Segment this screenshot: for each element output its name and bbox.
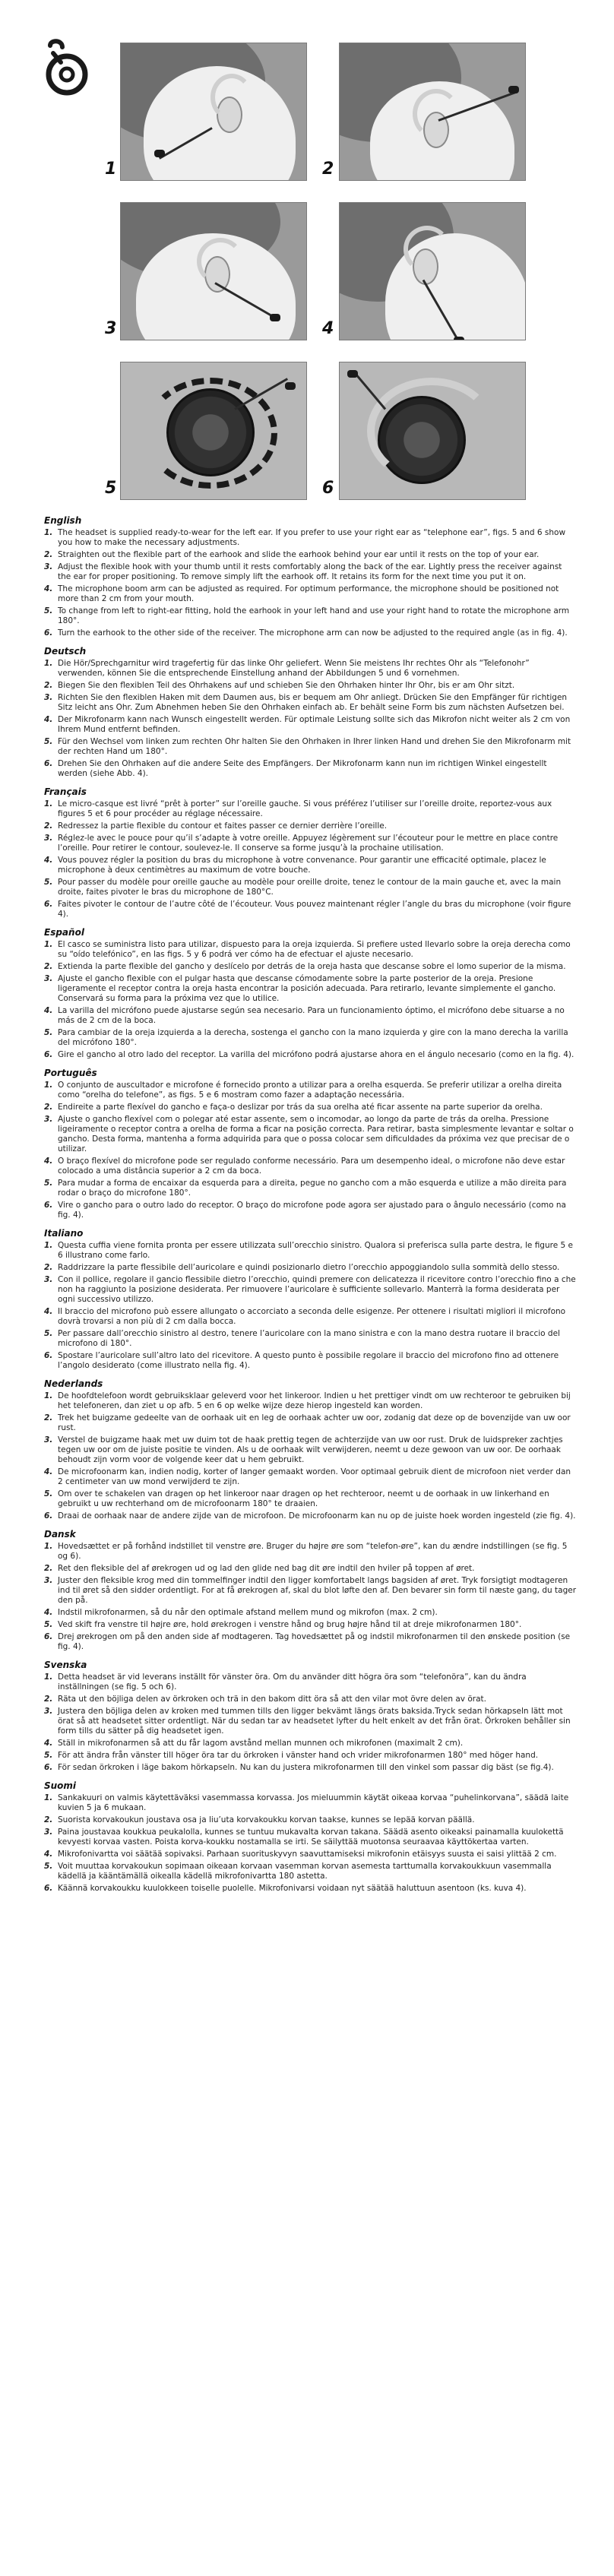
instruction-step bbox=[44, 1511, 576, 1521]
section-heading: Suomi bbox=[44, 1780, 77, 1791]
step-number: 1. bbox=[44, 528, 53, 537]
step-number: 3. bbox=[44, 1115, 53, 1124]
step-number: 4. bbox=[44, 715, 53, 724]
step-text: Ställ in mikrofonarmen så att du får lagom avstånd mellan munnen och mikrofonen (maximalt 2 cm). bbox=[58, 1739, 464, 1748]
figure-4-illustration bbox=[339, 202, 526, 340]
instruction-step bbox=[44, 1391, 576, 1411]
step-text: Straighten out the flexible part of the earhook and slide the earhook behind your ear until it rests on the top of your ear. bbox=[58, 550, 540, 559]
figure-4-number: 4 bbox=[322, 319, 334, 338]
step-text: Juster den fleksible krog med din tommelfinger indtil den ligger komfortabelt langs bagsiden af øret. Tryk forsigtigt modtageren ind til øret så den sidder ordentligt. For at få ørekrogen af, skal du blot løfte den af. Den bevarer sin form til næste gang, du tager den på. bbox=[58, 1576, 577, 1605]
step-number: 3. bbox=[44, 1275, 53, 1284]
instruction-step bbox=[44, 1739, 576, 1748]
step-text: El casco se suministra listo para utilizar, dispuesto para la oreja izquierda. Si prefiere usted llevarlo sobre la oreja derecha como su “oído telefónico”, en las figs. 5 y 6 podrá ver cómo ha de efectuar el ajuste necesario. bbox=[58, 940, 571, 959]
instruction-step bbox=[44, 1751, 576, 1761]
step-number: 5. bbox=[44, 606, 53, 616]
instruction-step bbox=[44, 1850, 576, 1859]
figure-3-number: 3 bbox=[105, 319, 117, 338]
instruction-step bbox=[44, 1467, 576, 1487]
section-heading: Italiano bbox=[44, 1228, 84, 1239]
instruction-step bbox=[44, 1862, 576, 1881]
step-text: Drehen Sie den Ohrhaken auf die andere Seite des Empfängers. Der Mikrofonarm kann nun im richtigen Winkel eingestellt werden (siehe Abb. 4). bbox=[58, 759, 547, 778]
step-number: 5. bbox=[44, 1862, 53, 1871]
step-number: 5. bbox=[44, 1329, 53, 1338]
step-number: 5. bbox=[44, 1751, 53, 1760]
step-number: 6. bbox=[44, 1763, 53, 1772]
step-number: 6. bbox=[44, 1050, 53, 1059]
instruction-list bbox=[44, 799, 576, 919]
figure-5-illustration bbox=[120, 362, 307, 500]
instruction-step bbox=[44, 962, 576, 972]
instruction-step bbox=[44, 1241, 576, 1261]
step-number: 6. bbox=[44, 1201, 53, 1210]
step-text: La varilla del micrófono puede ajustarse según sea necesario. Para un funcionamiento óptimo, el micrófono debe situarse a no más de 2 cm de la boca. bbox=[58, 1006, 565, 1025]
instruction-list bbox=[44, 1081, 576, 1220]
figure-1-number: 1 bbox=[105, 160, 117, 179]
step-text: Drej ørekrogen om på den anden side af modtageren. Tag hovedsættet på og indstil mikrofonarmen til den ønskede position (se fig. 4). bbox=[58, 1632, 571, 1651]
step-text: Réglez-le avec le pouce pour qu’il s’adapte à votre oreille. Appuyez légèrement sur l’écouteur pour le mettre en place contre l’oreille. Pour retirer le contour, soulevez-le. Il conserve sa forme jusqu’à la prochaine utilisation. bbox=[58, 834, 559, 853]
section-dansk bbox=[44, 1529, 576, 1652]
step-number: 5. bbox=[44, 1028, 53, 1037]
step-text: Para mudar a forma de encaixar da esquerda para a direita, pegue no gancho com a mão esquerda e utilize a mão direita para rodar o braço do microfone 180°. bbox=[58, 1179, 567, 1198]
step-text: Für den Wechsel vom linken zum rechten Ohr halten Sie den Ohrhaken in Ihrer linken Hand und drehen Sie den Mikrofonarm mit der rechten Hand um 180°. bbox=[58, 737, 571, 756]
step-text: Per passare dall’orecchio sinistro al destro, tenere l’auricolare con la mano sinistra e con la mano destra ruotare il braccio del microfono di 180°. bbox=[58, 1329, 560, 1348]
instruction-step bbox=[44, 1815, 576, 1825]
instruction-step bbox=[44, 799, 576, 819]
step-text: Raddrizzare la parte flessibile dell’auricolare e quindi posizionarlo dietro l’orecchio appoggiandolo sulla sommità dello stesso. bbox=[58, 1263, 560, 1272]
step-number: 6. bbox=[44, 1511, 53, 1521]
step-number: 3. bbox=[44, 834, 53, 843]
instruction-step bbox=[44, 1081, 576, 1100]
step-text: Hovedsættet er på forhånd indstillet til venstre øre. Bruger du højre øre som “telefon-øre”, kan du ændre indstillingen (se fig. 5 og 6). bbox=[58, 1542, 568, 1561]
instruction-step bbox=[44, 1263, 576, 1273]
section-italiano bbox=[44, 1228, 576, 1371]
instruction-step bbox=[44, 1006, 576, 1026]
step-number: 2. bbox=[44, 1413, 53, 1422]
step-text: Der Mikrofonarm kann nach Wunsch eingestellt werden. Für optimale Leistung sollte sich das Mikrofon nicht weiter als 2 cm von Ihrem Mund entfernt befinden. bbox=[58, 715, 571, 734]
step-text: Con il pollice, regolare il gancio flessibile dietro l’orecchio, quindi premere con delicatezza il ricevitore contro l’orecchio fino a che non ha raggiunto la posizione desiderata. Per rimuovere l’auricolare è sufficiente sollevarlo. Manterrà la forma desiderata per ogni successivo utilizzo. bbox=[58, 1275, 576, 1304]
step-number: 4. bbox=[44, 1467, 53, 1476]
step-number: 3. bbox=[44, 693, 53, 702]
step-number: 2. bbox=[44, 1815, 53, 1824]
section-heading: Dansk bbox=[44, 1529, 76, 1540]
step-number: 5. bbox=[44, 1179, 53, 1188]
step-number: 4. bbox=[44, 1739, 53, 1748]
step-text: Faites pivoter le contour de l’autre côté de l’écouteur. Vous pouvez maintenant régler l’angle du bras du microphone (voir figure 4). bbox=[58, 900, 571, 919]
figure-2-number: 2 bbox=[322, 160, 334, 179]
instruction-step bbox=[44, 1050, 576, 1060]
instruction-step bbox=[44, 1793, 576, 1813]
instruction-step bbox=[44, 1028, 576, 1048]
instruction-list bbox=[44, 1793, 576, 1894]
section-heading: Deutsch bbox=[44, 646, 87, 657]
step-number: 2. bbox=[44, 821, 53, 831]
step-number: 1. bbox=[44, 1081, 53, 1090]
brand-logo-icon bbox=[40, 36, 93, 103]
instruction-step bbox=[44, 628, 576, 638]
step-number: 2. bbox=[44, 1263, 53, 1272]
step-number: 6. bbox=[44, 759, 53, 768]
step-number: 1. bbox=[44, 1241, 53, 1250]
figure-1-illustration bbox=[120, 43, 307, 181]
section-portugues bbox=[44, 1068, 576, 1220]
instruction-step bbox=[44, 1620, 576, 1630]
instruction-step bbox=[44, 940, 576, 960]
instruction-step bbox=[44, 1884, 576, 1894]
section-heading: Français bbox=[44, 786, 87, 797]
step-number: 6. bbox=[44, 628, 53, 638]
instruction-step bbox=[44, 1828, 576, 1847]
step-number: 6. bbox=[44, 900, 53, 909]
step-text: Para cambiar de la oreja izquierda a la derecha, sostenga el gancho con la mano izquierda y gire con la mano derecha la varilla del micrófono 180°. bbox=[58, 1028, 568, 1047]
step-number: 4. bbox=[44, 856, 53, 865]
step-text: Käännä korvakoukku kuulokkeen toiselle puolelle. Mikrofonivarsi voidaan nyt säätää haluttuun asentoon (ks. kuva 4). bbox=[58, 1884, 527, 1893]
step-number: 4. bbox=[44, 1850, 53, 1859]
step-text: To change from left to right-ear fitting, hold the earhook in your left hand and use your right hand to rotate the microphone arm 180°. bbox=[58, 606, 570, 625]
instructions bbox=[44, 515, 576, 1901]
instruction-step bbox=[44, 759, 576, 779]
step-text: Ved skift fra venstre til højre øre, hold ørekrogen i venstre hånd og brug højre hånd til at dreje mikrofonarmen 180°. bbox=[58, 1620, 522, 1629]
instruction-step bbox=[44, 974, 576, 1004]
step-number: 3. bbox=[44, 562, 53, 571]
step-text: Trek het buigzame gedeelte van de oorhaak uit en leg de oorhaak achter uw oor, zodanig dat deze op de bovenzijde van uw oor rust. bbox=[58, 1413, 571, 1432]
instruction-step bbox=[44, 1489, 576, 1509]
instruction-step bbox=[44, 550, 576, 560]
step-text: De hoofdtelefoon wordt gebruiksklaar geleverd voor het linkeroor. Indien u het prettiger vindt om uw rechteroor te gebruiken bij het telefoneren, dan ziet u op afb. 5 en 6 op welke wijze deze hierop ingesteld kan worden. bbox=[58, 1391, 571, 1410]
step-text: O conjunto de auscultador e microfone é fornecido pronto a utilizar para a orelha esquerda. Se preferir utilizar a orelha direita como “orelha do telefone”, as figs. 5 e 6 mostram como fazer a adaptação necessária. bbox=[58, 1081, 562, 1100]
section-english bbox=[44, 515, 576, 638]
instruction-step bbox=[44, 821, 576, 831]
instruction-step bbox=[44, 528, 576, 548]
step-number: 4. bbox=[44, 1157, 53, 1166]
step-number: 5. bbox=[44, 1620, 53, 1629]
step-number: 1. bbox=[44, 1391, 53, 1400]
section-heading: Español bbox=[44, 927, 84, 938]
step-number: 2. bbox=[44, 550, 53, 559]
figure-6-illustration bbox=[339, 362, 526, 500]
instruction-step bbox=[44, 1329, 576, 1349]
step-text: Pour passer du modèle pour oreille gauche au modèle pour oreille droite, tenez le contour de la main gauche et, avec la main droite, faites pivoter le bras du microphone de 180°C. bbox=[58, 878, 562, 897]
step-number: 2. bbox=[44, 1564, 53, 1573]
section-heading: Nederlands bbox=[44, 1378, 103, 1389]
section-svenska bbox=[44, 1660, 576, 1773]
instruction-step bbox=[44, 834, 576, 853]
instruction-list bbox=[44, 940, 576, 1060]
step-text: Voit muuttaa korvakoukun sopimaan oikeaan korvaan vasemman korvan asemesta tarttumalla korvakoukkuun vasemmalla kädellä ja kääntämällä oikealla kädellä mikrofonivartta 180 astetta. bbox=[58, 1862, 552, 1881]
step-text: Ajuste o gancho flexível com o polegar até estar assente, sem o incomodar, ao longo da parte de trás da orelha. Pressione ligeiramente o receptor contra a orelha de forma a ficar na posição correcta. Para retirar, basta simplesmente levantar e soltar o gancho. Desta forma, mantenha a forma adquirida para que o possa colocar sem dificuldades da próxima vez que precisar de o utilizar. bbox=[58, 1115, 574, 1154]
instruction-step bbox=[44, 878, 576, 897]
instruction-step bbox=[44, 1413, 576, 1433]
step-text: Gire el gancho al otro lado del receptor. La varilla del micrófono podrá ajustarse ahora en el ángulo necesario (como en la fig. 4). bbox=[58, 1050, 574, 1059]
step-text: Sankakuuri on valmis käytettäväksi vasemmassa korvassa. Jos mieluummin käytät oikeaa korvaa “puhelinkorvana”, säädä laite kuvien 5 ja 6 mukaan. bbox=[58, 1793, 569, 1812]
step-text: Richten Sie den flexiblen Haken mit dem Daumen aus, bis er bequem am Ohr anliegt. Drücken Sie den Empfänger für richtigen Sitz leicht ans Ohr. Zum Abnehmen heben Sie den Ohrhaken einfach ab. Er behält seine Form bis zum nächsten Aufsetzen bei. bbox=[58, 693, 568, 712]
step-number: 1. bbox=[44, 940, 53, 949]
step-text: Turn the earhook to the other side of the receiver. The microphone arm can now be adjusted to the required angle (as in fig. 4). bbox=[58, 628, 568, 638]
step-number: 1. bbox=[44, 1542, 53, 1551]
instruction-step bbox=[44, 1542, 576, 1562]
figure-6-number: 6 bbox=[322, 479, 334, 498]
instruction-list bbox=[44, 1391, 576, 1521]
step-number: 5. bbox=[44, 878, 53, 887]
instruction-step bbox=[44, 562, 576, 582]
section-espanol bbox=[44, 927, 576, 1060]
figure-2-illustration bbox=[339, 43, 526, 181]
step-number: 1. bbox=[44, 659, 53, 668]
step-text: Suorista korvakoukun joustava osa ja liu’uta korvakoukku korvan taakse, kunnes se lepää korvan päällä. bbox=[58, 1815, 475, 1824]
instruction-step bbox=[44, 1351, 576, 1371]
step-number: 3. bbox=[44, 1707, 53, 1716]
step-number: 6. bbox=[44, 1351, 53, 1360]
step-number: 2. bbox=[44, 962, 53, 971]
step-text: Om over te schakelen van dragen op het linkeroor naar dragen op het rechteroor, neemt u de oorhaak in uw linkerhand en gebruikt u uw rechterhand om de microfoonarm 180° te draaien. bbox=[58, 1489, 549, 1508]
instruction-step bbox=[44, 1115, 576, 1154]
step-text: Spostare l’auricolare sull’altro lato del ricevitore. A questo punto è possibile regolare il braccio del microfono fino ad ottenere l’angolo desiderato (come illustrato nella fig. 4). bbox=[58, 1351, 559, 1370]
instruction-list bbox=[44, 1673, 576, 1773]
step-number: 4. bbox=[44, 1608, 53, 1617]
step-text: O braço flexível do microfone pode ser regulado conforme necessário. Para um desempenho ideal, o microfone não deve estar colocado a uma distância superior a 2 cm da boca. bbox=[58, 1157, 565, 1176]
step-number: 2. bbox=[44, 681, 53, 690]
step-number: 6. bbox=[44, 1884, 53, 1893]
instruction-step bbox=[44, 715, 576, 735]
instruction-step bbox=[44, 1576, 576, 1606]
instruction-step bbox=[44, 1179, 576, 1198]
step-text: Ajuste el gancho flexible con el pulgar hasta que descanse cómodamente sobre la parte posterior de la oreja. Presione ligeramente el receptor contra la oreja hasta encontrar la posición adecuada. Para retirarlo, levante simplemente el gancho. Conservará su forma para la próxima vez que lo utilice. bbox=[58, 974, 556, 1003]
instruction-list bbox=[44, 1542, 576, 1652]
section-francais bbox=[44, 786, 576, 919]
step-number: 3. bbox=[44, 974, 53, 983]
figure-3-illustration bbox=[120, 202, 307, 340]
step-text: Detta headset är vid leverans inställt för vänster öra. Om du använder ditt högra öra som “telefonöra”, kan du ändra inställningen (se fig. 5 och 6). bbox=[58, 1673, 527, 1691]
section-heading: English bbox=[44, 515, 82, 526]
instruction-step bbox=[44, 1707, 576, 1736]
instruction-step bbox=[44, 693, 576, 713]
step-text: Endireite a parte flexível do gancho e faça-o deslizar por trás da sua orelha até ficar assente na parte superior da orelha. bbox=[58, 1103, 543, 1112]
instruction-step bbox=[44, 1673, 576, 1692]
step-number: 6. bbox=[44, 1632, 53, 1641]
step-number: 3. bbox=[44, 1435, 53, 1445]
step-number: 4. bbox=[44, 1307, 53, 1316]
step-text: Vous pouvez régler la position du bras du microphone à votre convenance. Pour garantir une efficacité optimale, placez le microphone à deux centimètres au maximum de votre bouche. bbox=[58, 856, 546, 875]
step-text: The microphone boom arm can be adjusted as required. For optimum performance, the microphone should be positioned not more than 2 cm from your mouth. bbox=[58, 584, 559, 603]
instruction-step bbox=[44, 1608, 576, 1618]
step-text: Ret den fleksible del af ørekrogen ud og lad den glide ned bag dit øre indtil den hviler på toppen af øret. bbox=[58, 1564, 475, 1573]
step-number: 3. bbox=[44, 1576, 53, 1585]
instruction-list bbox=[44, 528, 576, 638]
step-number: 4. bbox=[44, 1006, 53, 1015]
step-text: Justera den böjliga delen av kroken med tummen tills den ligger bekvämt längs örats baksida.Tryck sedan hörkapseln lätt mot örat så att headsetet sitter ordentligt. När du sedan tar av headsetet lyfter du helt enkelt av det från örat. Örkroken behåller sin form tills du sätter på dig headsetet igen. bbox=[58, 1707, 571, 1736]
step-text: Redressez la partie flexible du contour et faites passer ce dernier derrière l’oreille. bbox=[58, 821, 388, 831]
step-text: Räta ut den böjliga delen av örkroken och trä in den bakom ditt öra så att den vilar mot övre delen av örat. bbox=[58, 1695, 486, 1704]
instruction-step bbox=[44, 659, 576, 679]
section-heading: Svenska bbox=[44, 1660, 87, 1670]
step-number: 5. bbox=[44, 1489, 53, 1498]
step-number: 2. bbox=[44, 1103, 53, 1112]
step-text: Indstil mikrofonarmen, så du når den optimale afstand mellem mund og mikrofon (max. 2 cm). bbox=[58, 1608, 438, 1617]
instruction-list bbox=[44, 659, 576, 779]
section-heading: Português bbox=[44, 1068, 97, 1078]
step-text: Adjust the flexible hook with your thumb until it rests comfortably along the back of the ear. Lightly press the receiver against the ear for proper positioning. To remove simply lift the earhook off. It retains its form for the next time you put it on. bbox=[58, 562, 562, 581]
instruction-list bbox=[44, 1241, 576, 1371]
step-text: Questa cuffia viene fornita pronta per essere utilizzata sull’orecchio sinistro. Qualora si preferisca sulla parte destra, le figure 5 e 6 illustrano come farlo. bbox=[58, 1241, 573, 1260]
step-number: 4. bbox=[44, 584, 53, 593]
step-text: Biegen Sie den flexiblen Teil des Ohrhakens auf und schieben Sie den Ohrhaken hinter Ihr Ohr, bis er am Ohr sitzt. bbox=[58, 681, 515, 690]
instruction-step bbox=[44, 1307, 576, 1327]
step-number: 2. bbox=[44, 1695, 53, 1704]
step-text: De microfoonarm kan, indien nodig, korter of langer gemaakt worden. Voor optimaal gebruik dient de microfoon niet verder dan 2 centimeter van uw mond verwijderd te zijn. bbox=[58, 1467, 571, 1486]
instruction-step bbox=[44, 1695, 576, 1704]
step-number: 5. bbox=[44, 737, 53, 746]
instruction-step bbox=[44, 856, 576, 875]
instruction-step bbox=[44, 1103, 576, 1112]
section-suomi bbox=[44, 1780, 576, 1894]
figure-5-number: 5 bbox=[105, 479, 117, 498]
instruction-step bbox=[44, 1275, 576, 1305]
instruction-step bbox=[44, 1435, 576, 1465]
instruction-step bbox=[44, 900, 576, 919]
step-text: För sedan örkroken i läge bakom hörkapseln. Nu kan du justera mikrofonarmen till den vinkel som passar dig bäst (se fig.4). bbox=[58, 1763, 554, 1772]
step-text: Paina joustavaa koukkua peukalolla, kunnes se tuntuu mukavalta korvan takana. Säädä asento oikeaksi painamalla kuulokettä kevyesti korvaa vasten. Poista korva-koukku nostamalla se irti. Se säilyttää muotonsa seuraavaa käyttökertaa varten. bbox=[58, 1828, 564, 1847]
step-text: Il braccio del microfono può essere allungato o accorciato a seconda delle esigenze. Per ottenere i risultati migliori il microfono dovrà trovarsi a non più di 2 cm dalla bocca. bbox=[58, 1307, 566, 1326]
step-text: Draai de oorhaak naar de andere zijde van de microfoon. De microfoonarm kan nu op de juiste hoek worden ingesteld (zie fig. 4). bbox=[58, 1511, 576, 1521]
step-text: The headset is supplied ready-to-wear for the left ear. If you prefer to use your right ear as “telephone ear”, figs. 5 and 6 show you how to make the necessary adjustments. bbox=[58, 528, 566, 547]
step-text: Die Hör/Sprechgarnitur wird tragefertig für das linke Ohr geliefert. Wenn Sie meistens Ihr rechtes Ohr als “Telefonohr” verwenden, können Sie die entsprechende Einstellung anhand der Abbildungen 5 und 6 vornehmen. bbox=[58, 659, 530, 678]
instruction-step bbox=[44, 1632, 576, 1652]
step-number: 1. bbox=[44, 799, 53, 809]
section-nederlands bbox=[44, 1378, 576, 1521]
instruction-step bbox=[44, 1564, 576, 1574]
step-text: Le micro-casque est livré “prêt à porter” sur l’oreille gauche. Si vous préférez l’utiliser sur l’oreille droite, reportez-vous aux figures 5 et 6 pour procéder au réglage nécessaire. bbox=[58, 799, 552, 818]
step-text: För att ändra från vänster till höger öra tar du örkroken i vänster hand och vrider mikrofonarmen 180° med höger hand. bbox=[58, 1751, 539, 1760]
step-text: Extienda la parte flexible del gancho y deslícelo por detrás de la oreja hasta que descanse sobre el lomo superior de la misma. bbox=[58, 962, 566, 971]
instruction-step bbox=[44, 1763, 576, 1773]
step-number: 1. bbox=[44, 1673, 53, 1682]
section-deutsch bbox=[44, 646, 576, 779]
instruction-step bbox=[44, 737, 576, 757]
step-number: 1. bbox=[44, 1793, 53, 1802]
step-text: Vire o gancho para o outro lado do receptor. O braço do microfone pode agora ser ajustado para o ângulo necessário (como na fig. 4). bbox=[58, 1201, 566, 1220]
instruction-step bbox=[44, 584, 576, 604]
instruction-step bbox=[44, 1157, 576, 1176]
instruction-step bbox=[44, 1201, 576, 1220]
step-text: Verstel de buigzame haak met uw duim tot de haak prettig tegen de achterzijde van uw oor rust. Druk de luidspreker zachtjes tegen uw oor om de juiste positie te vinden. Als u de oorhaak wilt verwijderen, neemt u deze gewoon van uw oor. De oorhaak behoudt zijn vorm voor de volgende keer dat u hem gebruikt. bbox=[58, 1435, 563, 1464]
step-text: Mikrofonivartta voi säätää sopivaksi. Parhaan suorituskyvyn saavuttamiseksi mikrofonin etäisyys suusta ei saisi ylittää 2 cm. bbox=[58, 1850, 557, 1859]
step-number: 3. bbox=[44, 1828, 53, 1837]
instruction-step bbox=[44, 681, 576, 691]
instruction-step bbox=[44, 606, 576, 626]
